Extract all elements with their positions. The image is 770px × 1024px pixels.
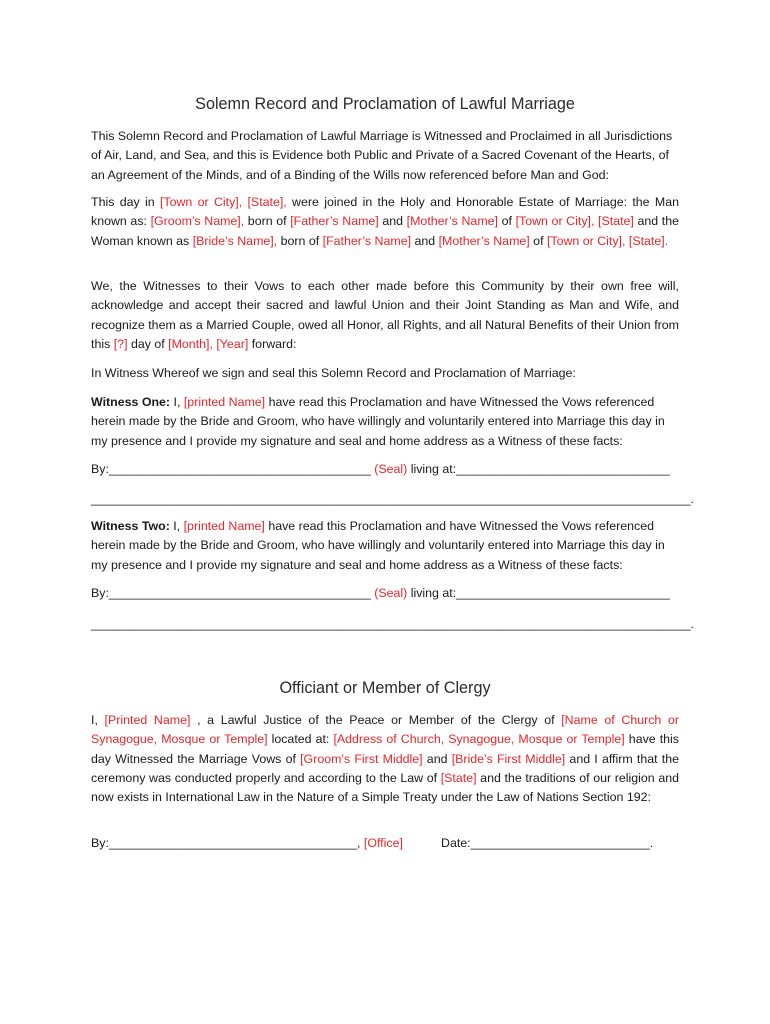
- witness-two-printed-name-field[interactable]: [printed Name]: [183, 519, 265, 533]
- groom-mother-name-field[interactable]: [Mother’s Name]: [406, 214, 498, 229]
- signature-field[interactable]: By:______________________________________: [91, 586, 371, 600]
- town-state-field[interactable]: [Town or City], [State],: [159, 195, 287, 209]
- text: We, the Witnesses to their Vows to each other made before this Community by their own free will, acknowledge and accept their sacred and lawful Union and their Joint Standing as Man and Wife, and recognize them as a Married Couple, owed all Honor, all Rights, and all Natural Benefits of their Union from this: [91, 279, 679, 351]
- witness-two-signature-line: [91, 584, 670, 603]
- text: of: [529, 233, 547, 248]
- text: have read this Proclamation and have Witnessed the Vows referenced herein made by the Bride and Groom, who have willingly and voluntarily entered into Marriage this day in my presence and I provide my signature and seal and home address as a Witness of these facts:: [91, 395, 665, 448]
- groom-first-middle-field[interactable]: [Groom’s First Middle]: [300, 751, 423, 766]
- text: and I affirm that the ceremony was conducted properly and according to the Law of: [91, 751, 679, 785]
- officiant-printed-name-field[interactable]: [Printed Name]: [104, 713, 191, 727]
- document-title: Solemn Record and Proclamation of Lawful Marriage: [195, 95, 575, 113]
- seal-label: (Seal): [370, 586, 408, 600]
- signature-field[interactable]: By:______________________________________: [91, 462, 371, 476]
- bride-town-state-field[interactable]: [Town or City], [State].: [546, 233, 669, 248]
- witness-one-signature-line: [91, 460, 670, 479]
- witness-whereof-line: In Witness Whereof we sign and seal this Solemn Record and Proclamation of Marriage:: [91, 366, 576, 380]
- officiant-date-field[interactable]: Date:__________________________.: [441, 836, 654, 850]
- text: I,: [91, 713, 105, 727]
- text: I,: [170, 395, 184, 409]
- text: day of: [127, 336, 169, 351]
- bride-name-field[interactable]: [Bride’s Name],: [192, 233, 278, 248]
- groom-town-state-field[interactable]: [Town or City], [State]: [515, 214, 634, 229]
- address-field[interactable]: living at:_______________________________: [407, 586, 670, 600]
- text: born of: [277, 233, 323, 248]
- witnesses-paragraph: [91, 277, 679, 354]
- witness-one-address-line[interactable]: _______________________________________________________________________________________.: [91, 492, 694, 506]
- text: , a Lawful Justice of the Peace or Member of the Clergy of: [190, 713, 562, 727]
- bride-first-middle-field[interactable]: [Bride’s First Middle]: [451, 751, 566, 766]
- groom-father-name-field[interactable]: [Father’s Name]: [290, 214, 379, 229]
- text: and: [411, 233, 439, 248]
- address-field[interactable]: living at:_______________________________: [407, 462, 670, 476]
- text: located at:: [267, 732, 334, 747]
- text: and the traditions of our religion and now exists in International Law in the Nature of a Simple Treaty under the Law of Nations Section 192:: [91, 770, 680, 805]
- intro-paragraph: This Solemn Record and Proclamation of Lawful Marriage is Witnessed and Proclaimed in all Jurisdictions of Air, Land, and Sea, and this is Evidence both Public and Private of a Sacred Covenant of the Hearts, of an Agreement of the Minds, and of a Binding of the Wills now referenced before Man and God:: [91, 129, 673, 182]
- text: This day in: [91, 195, 160, 209]
- text: have read this Proclamation and have Witnessed the Vows referenced herein made by the Bride and Groom, who have willingly and voluntarily entered into Marriage this day in my presence and I provide my signature and seal and home address as a Witness of these facts:: [91, 519, 665, 572]
- text: born of: [244, 214, 291, 229]
- day-field[interactable]: [?]: [113, 336, 128, 351]
- bride-father-name-field[interactable]: [Father’s Name]: [322, 233, 412, 248]
- officiant-paragraph: [91, 711, 679, 807]
- text: were joined in the Holy and Honorable Estate of Marriage: the Man known as:: [91, 195, 679, 229]
- text: and: [378, 214, 407, 229]
- witness-two-address-line[interactable]: _______________________________________________________________________________________.: [91, 617, 694, 631]
- witness-one-label: Witness One:: [91, 395, 171, 409]
- witness-two-label: Witness Two:: [91, 519, 170, 533]
- month-year-field[interactable]: [Month], [Year]: [168, 336, 249, 351]
- church-name-field[interactable]: [Name of Church or Synagogue, Mosque or Temple]: [91, 713, 679, 747]
- officiant-signature-line: [91, 834, 403, 853]
- bride-mother-name-field[interactable]: [Mother’s Name]: [438, 233, 530, 248]
- groom-name-field[interactable]: [Groom’s Name],: [150, 214, 245, 229]
- text: I,: [169, 519, 184, 533]
- witness-two-paragraph: [91, 517, 679, 575]
- office-field[interactable]: [Office]: [363, 836, 403, 850]
- marriage-details-paragraph: [91, 193, 679, 251]
- text: forward:: [248, 336, 297, 351]
- text: of: [497, 214, 516, 229]
- seal-label: (Seal): [370, 462, 408, 476]
- officiant-heading: Officiant or Member of Clergy: [279, 679, 491, 697]
- state-field[interactable]: [State]: [440, 770, 477, 785]
- officiant-signature-field[interactable]: By:____________________________________,: [91, 836, 364, 850]
- witness-one-paragraph: [91, 393, 679, 451]
- text: have this day Witnessed the Marriage Vows of: [91, 732, 679, 766]
- text: and: [422, 751, 452, 766]
- text: and the Woman known as: [91, 214, 679, 248]
- church-address-field[interactable]: [Address of Church, Synagogue, Mosque or Temple]: [333, 732, 625, 747]
- witness-one-printed-name-field[interactable]: [printed Name]: [183, 395, 266, 409]
